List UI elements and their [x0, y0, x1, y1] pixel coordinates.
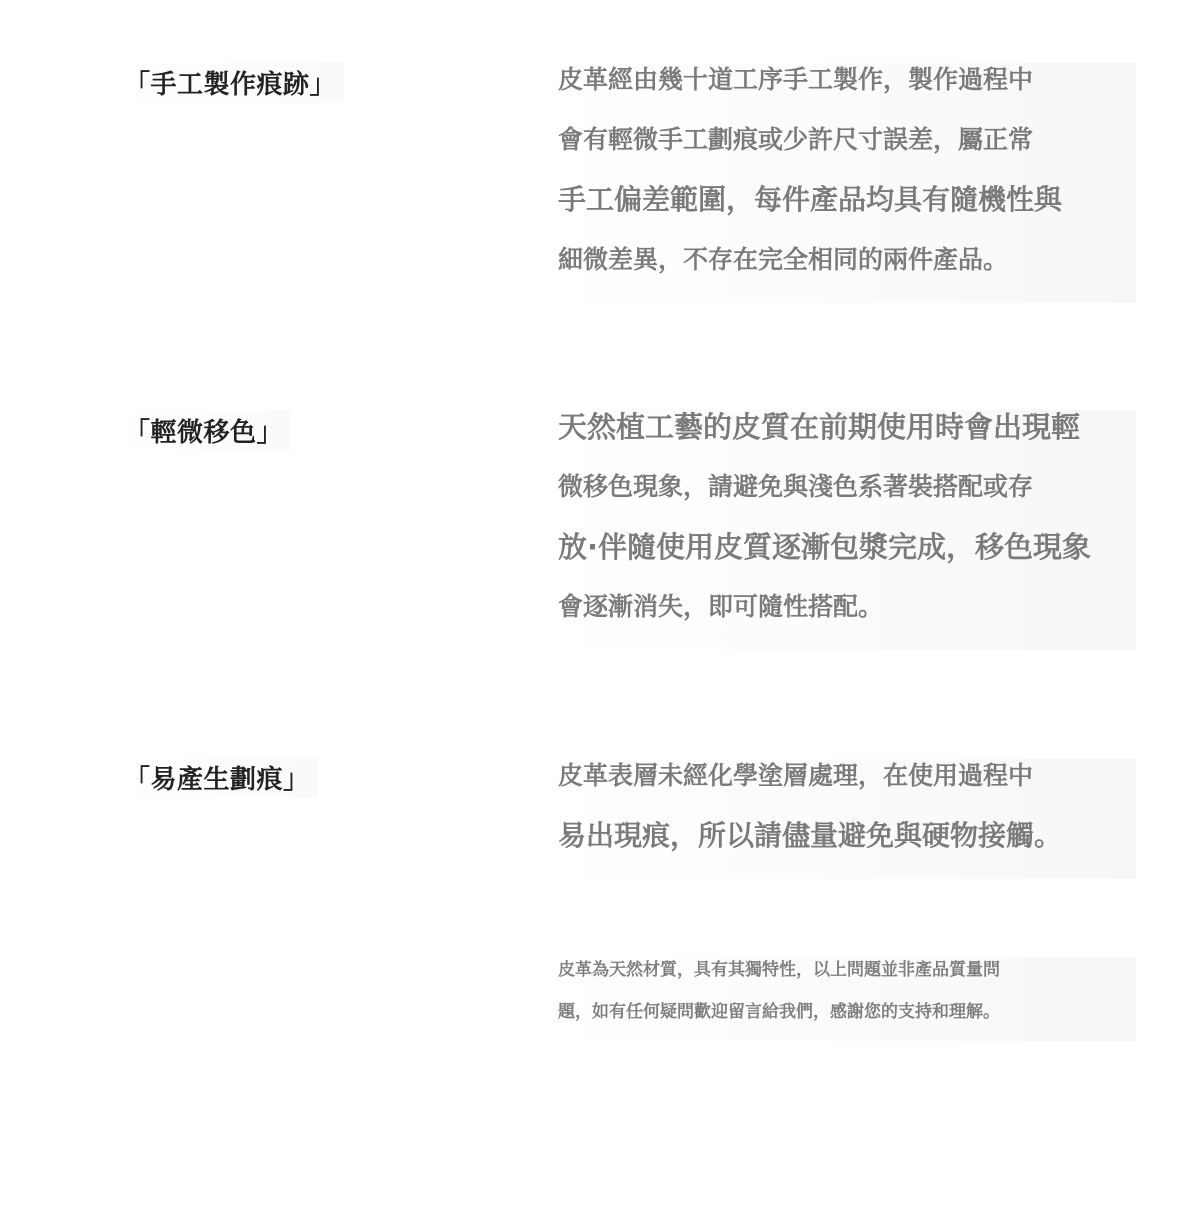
description-line: 皮革經由幾十道工序手工製作，製作過程中	[556, 63, 1136, 123]
description-line: 天然植工藝的皮質在前期使用時會出現輕	[556, 410, 1136, 470]
section-title-color-transfer: 「輕微移色」	[118, 410, 291, 451]
description-line: 會逐漸消失，即可隨性搭配。	[556, 590, 1136, 650]
footnote-line: 題，如有任何疑問歡迎留言給我們，感謝您的支持和理解。	[556, 999, 1136, 1041]
description-line: 手工偏差範圍，每件產品均具有隨機性與	[556, 183, 1136, 243]
section-title-handmade-marks: 「手工製作痕跡」	[118, 62, 344, 103]
description-line: 放·伴隨使用皮質逐漸包漿完成，移色現象	[556, 530, 1136, 590]
description-line: 易出現痕，所以請儘量避免與硬物接觸。	[556, 819, 1136, 879]
section-description-handmade-marks	[556, 63, 1136, 303]
description-line: 會有輕微手工劃痕或少許尺寸誤差，屬正常	[556, 123, 1136, 183]
description-line: 細微差異，不存在完全相同的兩件產品。	[556, 243, 1136, 303]
description-line: 微移色現象，請避免與淺色系著裝搭配或存	[556, 470, 1136, 530]
footnote-line: 皮革為天然材質，具有其獨特性，以上問題並非產品質量問	[556, 957, 1136, 999]
footnote	[556, 957, 1136, 1041]
section-description-color-transfer	[556, 410, 1136, 650]
section-description-scratch-prone	[556, 759, 1136, 879]
description-line: 皮革表層未經化學塗層處理，在使用過程中	[556, 759, 1136, 819]
section-title-scratch-prone: 「易產生劃痕」	[118, 757, 318, 798]
